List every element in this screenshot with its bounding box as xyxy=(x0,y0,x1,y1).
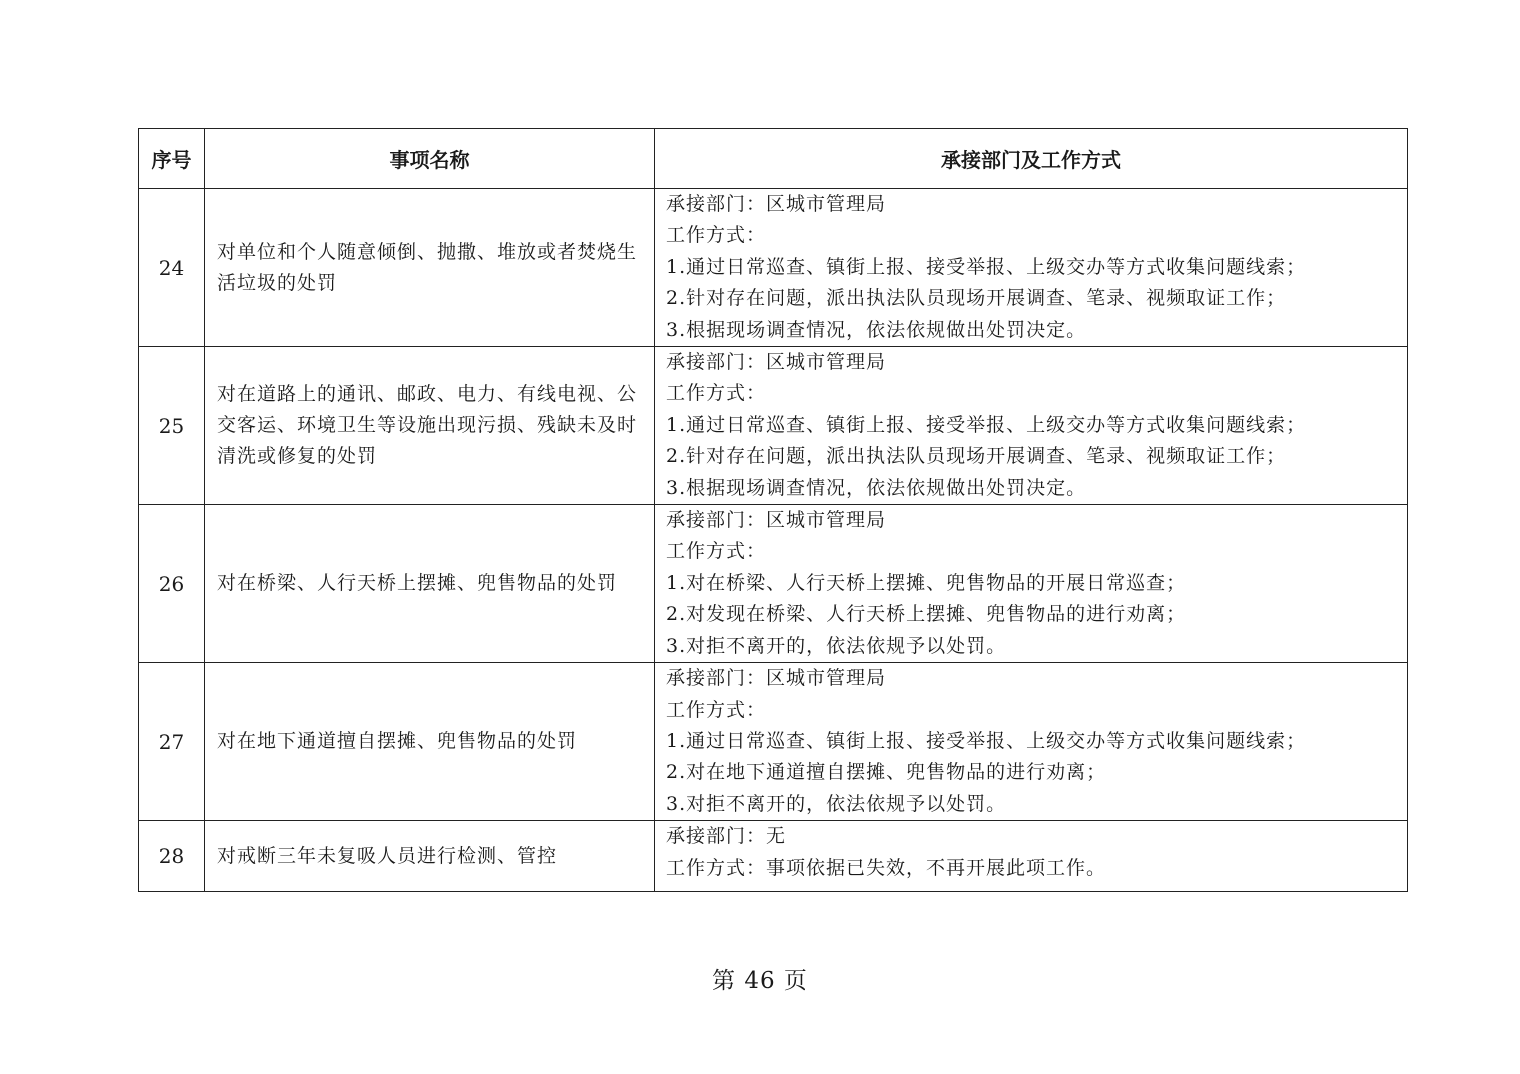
row-item-name: 对单位和个人随意倾倒、抛撒、堆放或者焚烧生活垃圾的处罚 xyxy=(205,189,655,347)
method-label-line: 工作方式： xyxy=(666,540,767,563)
method-label-line: 工作方式： xyxy=(666,698,767,721)
row-serial-number: 26 xyxy=(139,505,205,663)
row-item-name: 对在地下通道擅自摆摊、兜售物品的处罚 xyxy=(205,663,655,821)
row-department-cell xyxy=(655,505,1408,663)
method-step-line: 3.对拒不离开的，依法依规予以处罚。 xyxy=(666,634,1007,657)
header-item-name: 事项名称 xyxy=(205,129,655,189)
method-step-line: 3.根据现场调查情况，依法依规做出处罚决定。 xyxy=(666,476,1087,499)
method-step-line: 1.通过日常巡查、镇街上报、接受举报、上级交办等方式收集问题线索； xyxy=(666,729,1307,752)
row-department-cell xyxy=(655,663,1408,821)
row-serial-number: 24 xyxy=(139,189,205,347)
row-serial-number: 25 xyxy=(139,347,205,505)
department-line: 承接部门：区城市管理局 xyxy=(666,193,887,215)
method-step-line: 2.对在地下通道擅自摆摊、兜售物品的进行劝离； xyxy=(666,761,1107,784)
method-label-line: 工作方式： xyxy=(666,224,767,247)
method-step-line: 3.对拒不离开的，依法依规予以处罚。 xyxy=(666,792,1007,815)
row-serial-number: 27 xyxy=(139,663,205,821)
row-department-cell xyxy=(655,189,1408,347)
department-line: 承接部门：区城市管理局 xyxy=(666,351,887,374)
method-label-line: 工作方式： xyxy=(666,382,767,405)
row-item-name: 对戒断三年未复吸人员进行检测、管控 xyxy=(205,821,655,892)
item-table xyxy=(138,128,1408,892)
table-row xyxy=(139,505,1408,663)
row-item-name: 对在道路上的通讯、邮政、电力、有线电视、公交客运、环境卫生等设施出现污损、残缺未及时清洗或修复的处罚 xyxy=(205,347,655,505)
row-department-cell xyxy=(655,347,1408,505)
method-step-line: 2.对发现在桥梁、人行天桥上摆摊、兜售物品的进行劝离； xyxy=(666,603,1187,626)
method-step-line: 3.根据现场调查情况，依法依规做出处罚决定。 xyxy=(666,318,1087,341)
table-row xyxy=(139,347,1408,505)
method-step-line: 2.针对存在问题，派出执法队员现场开展调查、笔录、视频取证工作； xyxy=(666,445,1287,468)
table-row xyxy=(139,821,1408,892)
method-step-line: 1.对在桥梁、人行天桥上摆摊、兜售物品的开展日常巡查； xyxy=(666,571,1187,594)
method-step-line: 1.通过日常巡查、镇街上报、接受举报、上级交办等方式收集问题线索； xyxy=(666,413,1307,436)
header-serial-number: 序号 xyxy=(139,129,205,189)
table-row xyxy=(139,663,1408,821)
page-number: 第 46 页 xyxy=(712,968,808,994)
method-line: 工作方式：事项依据已失效，不再开展此项工作。 xyxy=(666,856,1107,879)
table-row xyxy=(139,189,1408,347)
department-line: 承接部门：区城市管理局 xyxy=(666,667,887,690)
row-serial-number: 28 xyxy=(139,821,205,892)
department-line: 承接部门：区城市管理局 xyxy=(666,509,887,532)
department-line: 承接部门：无 xyxy=(666,825,787,848)
method-step-line: 2.针对存在问题，派出执法队员现场开展调查、笔录、视频取证工作； xyxy=(666,287,1287,310)
row-department-cell xyxy=(655,821,1408,892)
method-step-line: 1.通过日常巡查、镇街上报、接受举报、上级交办等方式收集问题线索； xyxy=(666,255,1307,278)
header-department-and-method: 承接部门及工作方式 xyxy=(655,129,1408,189)
row-item-name: 对在桥梁、人行天桥上摆摊、兜售物品的处罚 xyxy=(205,505,655,663)
table-header-row xyxy=(139,129,1408,189)
